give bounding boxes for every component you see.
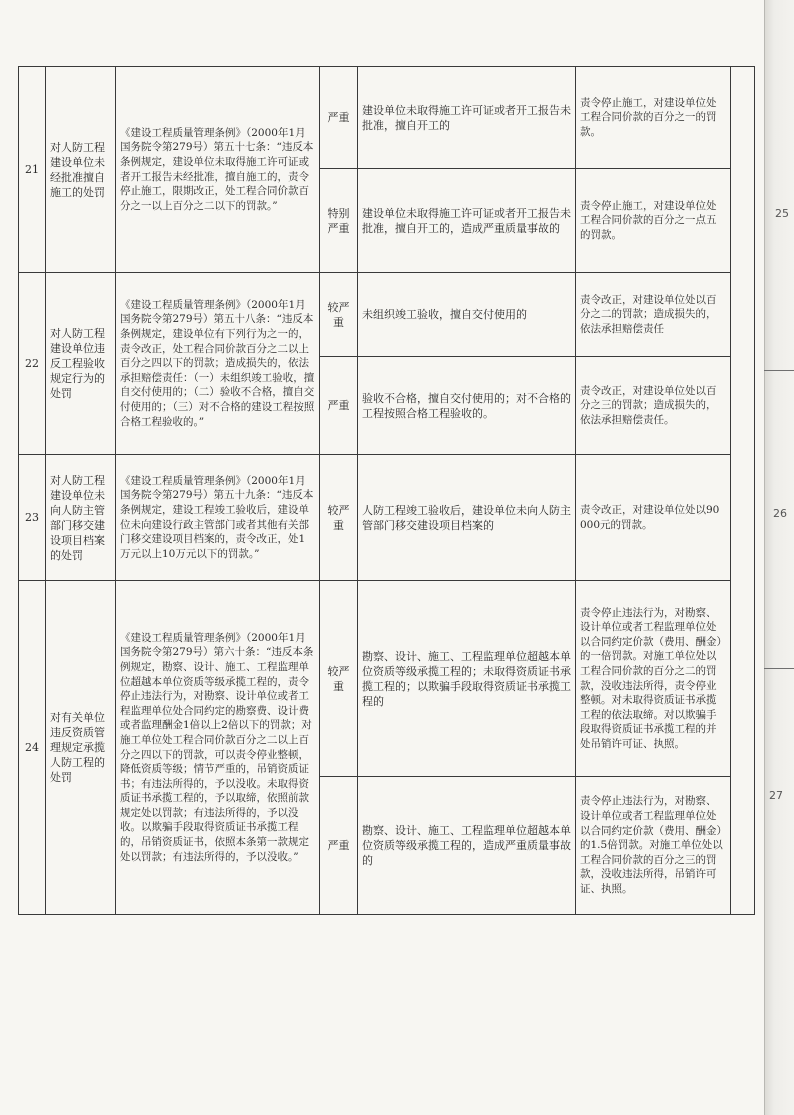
legal-basis: 《建设工程质量管理条例》（2000年1月国务院令第279号）第六十条：“违反本条例规定，勘察、设计、施工、工程监理单位超越本单位资质等级承揽工程的，责令停止违法行为，对勘察、设计单位或者工程监理单位处合同约定的勘察费、设计费或者监理酬金1倍以上2倍以下的罚款；对施工单位处工程合同价款百分之二以上百分之四以下的罚款，可以责令停业整顿，降低资质等级；情节严重的，吊销资质证书；有违法所得的，予以没收。未取得资质证书承揽工程的，予以取缔，依照前款规定处以罚款；有违法所得的，予以没收。以欺骗手段取得资质证书承揽工程的，吊销资质证书，依照本条第一款规定处以罚款；有违法所得的，予以没收。” xyxy=(116,581,320,915)
row-number: 21 xyxy=(19,67,46,273)
penalty-standard: 责令改正，对建设单位处以90000元的罚款。 xyxy=(576,455,731,581)
penalty-standard: 责令改正，对建设单位处以百分之二的罚款；造成损失的，依法承担赔偿责任 xyxy=(576,273,731,357)
page-number: 25 xyxy=(775,207,789,220)
violation-situation: 建设单位未取得施工许可证或者开工报告未批准，擅自开工的 xyxy=(358,67,576,169)
row-number: 24 xyxy=(19,581,46,915)
violation-situation: 建设单位未取得施工许可证或者开工报告未批准，擅自开工的，造成严重质量事故的 xyxy=(358,169,576,273)
penalty-item: 对有关单位违反资质管理规定承揽人防工程的处罚 xyxy=(46,581,116,915)
violation-situation: 勘察、设计、施工、工程监理单位超越本单位资质等级承揽工程的，造成严重质量事故的 xyxy=(358,777,576,915)
penalty-item: 对人防工程建设单位未经批准擅自施工的处罚 xyxy=(46,67,116,273)
table-row xyxy=(19,455,755,581)
severity-level: 较严重 xyxy=(320,455,358,581)
remarks-column xyxy=(731,67,755,915)
violation-situation: 勘察、设计、施工、工程监理单位超越本单位资质等级承揽工程的；未取得资质证书承揽工程的；以欺骗手段取得资质证书承揽工程的 xyxy=(358,581,576,777)
row-number: 23 xyxy=(19,455,46,581)
violation-situation: 未组织竣工验收，擅自交付使用的 xyxy=(358,273,576,357)
page-divider-line xyxy=(764,370,794,371)
penalty-standard: 责令停止违法行为，对勘察、设计单位或者工程监理单位处以合同约定价款（费用、酬金）的一倍罚款。对施工单位处以工程合同价款的百分之二的罚款，没收违法所得，责令停业整顿。对未取得资质证书承揽工程的依法取缔。对以欺骗手段取得资质证书承揽工程的并处吊销许可证、执照。 xyxy=(576,581,731,777)
penalty-standard: 责令停止违法行为，对勘察、设计单位或者工程监理单位处以合同约定价款（费用、酬金）的1.5倍罚款。对施工单位处以工程合同价款的百分之三的罚款，没收违法所得，吊销许可证、执照。 xyxy=(576,777,731,915)
violation-situation: 验收不合格，擅自交付使用的；对不合格的工程按照合格工程验收的。 xyxy=(358,357,576,455)
severity-level: 较严重 xyxy=(320,581,358,777)
page-number: 27 xyxy=(769,789,783,802)
legal-basis: 《建设工程质量管理条例》（2000年1月国务院令第279号）第五十九条：“违反本条例规定，建设工程竣工验收后，建设单位未向建设行政主管部门或者其他有关部门移交建设项目档案的，责令改正，处1万元以上10万元以下的罚款。” xyxy=(116,455,320,581)
adjacent-page-strip xyxy=(764,0,794,1115)
violation-situation: 人防工程竣工验收后，建设单位未向人防主管部门移交建设项目档案的 xyxy=(358,455,576,581)
penalty-standard: 责令停止施工，对建设单位处工程合同价款的百分之一点五的罚款。 xyxy=(576,169,731,273)
severity-level: 严重 xyxy=(320,777,358,915)
table-row xyxy=(19,581,755,777)
page-number: 26 xyxy=(773,507,787,520)
legal-basis: 《建设工程质量管理条例》（2000年1月国务院令第279号）第五十八条：“违反本条例规定，建设单位有下列行为之一的，责令改正，处工程合同价款百分之二以上百分之四以下的罚款；造成损失的，依法承担赔偿责任：（一）未组织竣工验收，擅自交付使用的；（二）验收不合格，擅自交付使用的；（三）对不合格的建设工程按照合格工程验收的。” xyxy=(116,273,320,455)
table-row xyxy=(19,67,755,169)
penalty-standard: 责令改正，对建设单位处以百分之三的罚款；造成损失的，依法承担赔偿责任。 xyxy=(576,357,731,455)
severity-level: 严重 xyxy=(320,67,358,169)
row-number: 22 xyxy=(19,273,46,455)
penalty-standards-table xyxy=(18,66,755,915)
page-divider-line xyxy=(764,668,794,669)
severity-level: 严重 xyxy=(320,357,358,455)
penalty-standard: 责令停止施工，对建设单位处工程合同价款的百分之一的罚款。 xyxy=(576,67,731,169)
penalty-item: 对人防工程建设单位违反工程验收规定行为的处罚 xyxy=(46,273,116,455)
severity-level: 特别严重 xyxy=(320,169,358,273)
table-row xyxy=(19,273,755,357)
legal-basis: 《建设工程质量管理条例》（2000年1月国务院令第279号）第五十七条：“违反本条例规定，建设单位未取得施工许可证或者开工报告未经批准，擅自施工的，责令停止施工，限期改正，处工程合同价款百分之一以上百分之二以下的罚款。” xyxy=(116,67,320,273)
penalty-item: 对人防工程建设单位未向人防主管部门移交建设项目档案的处罚 xyxy=(46,455,116,581)
severity-level: 较严重 xyxy=(320,273,358,357)
